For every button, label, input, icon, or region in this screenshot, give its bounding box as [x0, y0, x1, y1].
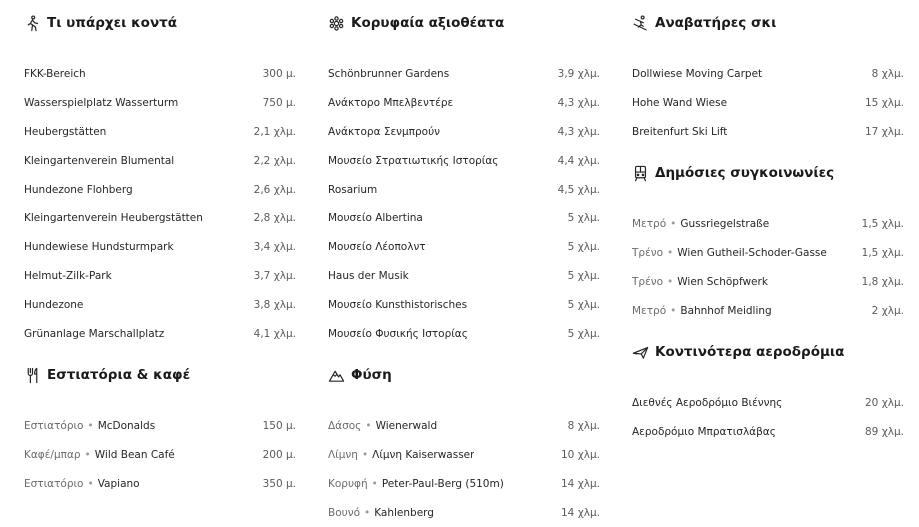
item-category: Μετρό	[632, 304, 667, 317]
list-item[interactable]	[632, 89, 904, 118]
item-distance: 8 χλμ.	[567, 420, 600, 433]
skier-icon	[632, 15, 649, 32]
item-label	[328, 328, 468, 340]
item-distance: 350 μ.	[262, 477, 296, 490]
item-distance: 2,2 χλμ.	[253, 154, 296, 167]
item-label	[328, 420, 437, 432]
item-distance: 1,8 χλμ.	[861, 275, 904, 288]
item-label	[632, 126, 727, 138]
section-title-text: Κοντινότερα αεροδρόμια	[655, 344, 845, 360]
section-airports	[632, 341, 904, 439]
item-distance: 2,1 χλμ.	[253, 125, 296, 138]
item-distance: 5 χλμ.	[567, 298, 600, 311]
list-item[interactable]	[24, 118, 296, 147]
item-label	[24, 328, 164, 340]
section-title-text: Τι υπάρχει κοντά	[47, 15, 178, 31]
list-item[interactable]	[328, 412, 600, 441]
list-item[interactable]	[24, 470, 296, 499]
section-title-attractions	[328, 12, 600, 34]
list-item[interactable]	[24, 262, 296, 291]
list-item[interactable]	[24, 319, 296, 348]
list-item[interactable]	[328, 233, 600, 262]
section-title-text: Κορυφαία αξιοθέατα	[351, 15, 505, 31]
section-title-nature	[328, 364, 600, 386]
item-distance: 5 χλμ.	[567, 327, 600, 340]
walking-person-icon	[24, 15, 41, 32]
section-title-transit	[632, 162, 904, 184]
item-label	[24, 184, 133, 196]
item-label	[632, 68, 762, 80]
list-item[interactable]	[328, 319, 600, 348]
item-label	[328, 126, 440, 138]
item-name: Ανάκτορο Μπελβεντέρε	[328, 97, 454, 110]
item-label	[24, 270, 112, 282]
item-name: Wien Schöpfwerk	[677, 275, 768, 288]
item-name: Schönbrunner Gardens	[328, 68, 450, 81]
item-distance: 300 μ.	[262, 68, 296, 81]
item-distance: 5 χλμ.	[567, 212, 600, 225]
item-distance: 5 χλμ.	[567, 241, 600, 254]
item-label	[24, 68, 86, 80]
list-item[interactable]	[632, 389, 904, 418]
item-name: FKK-Bereich	[24, 68, 86, 81]
item-label	[632, 247, 827, 259]
item-name: Wien Gutheil-Schoder-Gasse	[677, 247, 827, 260]
item-label	[24, 126, 106, 138]
list-item[interactable]	[24, 441, 296, 470]
section-restaurants	[24, 364, 296, 490]
item-label	[24, 420, 155, 432]
section-title-restaurants	[24, 364, 296, 386]
item-category: Λίμνη	[328, 449, 358, 462]
item-name: Haus der Musik	[328, 269, 409, 282]
list-item[interactable]	[328, 175, 600, 204]
section-nearby	[24, 12, 296, 340]
separator-dot: •	[667, 275, 674, 288]
list-item[interactable]	[632, 210, 904, 239]
section-title-ski	[632, 12, 904, 34]
item-distance: 5 χλμ.	[567, 269, 600, 282]
list-item[interactable]	[328, 441, 600, 470]
item-label	[328, 97, 453, 109]
nature-list	[328, 412, 600, 527]
item-label	[632, 426, 776, 438]
list-item[interactable]	[24, 89, 296, 118]
list-item[interactable]	[632, 268, 904, 297]
section-title-airports	[632, 341, 904, 363]
item-distance: 14 χλμ.	[561, 477, 600, 490]
item-label	[24, 449, 175, 461]
list-item[interactable]	[328, 118, 600, 147]
section-title-text: Αναβατήρες σκι	[655, 15, 777, 31]
item-name: Hundezone Flohberg	[24, 183, 133, 196]
item-name: Bahnhof Meidling	[680, 304, 772, 317]
item-name: Hundewiese Hundsturmpark	[24, 241, 174, 254]
item-name: Μουσείο Λέοπολντ	[328, 241, 426, 254]
list-item[interactable]	[328, 290, 600, 319]
item-label	[328, 478, 504, 490]
separator-dot: •	[670, 218, 677, 231]
section-nature	[328, 364, 600, 519]
section-title-text: Δημόσιες συγκοινωνίες	[655, 165, 835, 181]
list-item[interactable]	[328, 60, 600, 89]
item-name: Kleingartenverein Heubergstätten	[24, 212, 203, 225]
item-distance: 750 μ.	[262, 97, 296, 110]
list-item[interactable]	[632, 418, 904, 447]
item-distance: 3,9 χλμ.	[557, 68, 600, 81]
item-label	[632, 397, 782, 409]
restaurants-list	[24, 412, 296, 498]
item-name: Rosarium	[328, 183, 378, 196]
item-category: Καφέ/μπαρ	[24, 449, 81, 462]
item-name: Grünanlage Marschallplatz	[24, 327, 165, 340]
item-distance: 3,4 χλμ.	[253, 241, 296, 254]
item-label	[328, 299, 467, 311]
section-attractions	[328, 12, 600, 340]
list-item[interactable]	[632, 118, 904, 147]
list-item[interactable]	[24, 175, 296, 204]
item-name: Μουσείο Στρατιωτικής Ιστορίας	[328, 154, 499, 167]
mountain-icon	[328, 367, 345, 384]
item-label	[328, 449, 474, 461]
list-item[interactable]	[632, 239, 904, 268]
item-label	[328, 155, 498, 167]
ski-list	[632, 60, 904, 146]
list-item[interactable]	[328, 470, 600, 499]
separator-dot: •	[364, 506, 371, 519]
list-item[interactable]	[24, 60, 296, 89]
section-ski	[632, 12, 904, 138]
item-distance: 10 χλμ.	[561, 449, 600, 462]
item-distance: 2,6 χλμ.	[253, 183, 296, 196]
list-item[interactable]	[24, 146, 296, 175]
item-name: Kleingartenverein Blumental	[24, 154, 175, 167]
section-title-nearby	[24, 12, 296, 34]
item-label	[632, 276, 768, 288]
item-label	[328, 507, 434, 519]
item-distance: 1,5 χλμ.	[861, 247, 904, 260]
section-transit	[632, 162, 904, 317]
item-label	[24, 97, 178, 109]
item-distance: 1,5 χλμ.	[861, 218, 904, 231]
fork-knife-icon	[24, 367, 41, 384]
item-category: Κορυφή	[328, 477, 368, 490]
item-distance: 2 χλμ.	[871, 304, 904, 317]
item-distance: 14 χλμ.	[561, 506, 600, 519]
item-category: Μετρό	[632, 218, 667, 231]
item-name: Hohe Wand Wiese	[632, 97, 728, 110]
item-distance: 15 χλμ.	[865, 97, 904, 110]
item-name: Vapiano	[97, 477, 140, 490]
item-name: Breitenfurt Ski Lift	[632, 125, 728, 138]
item-distance: 2,8 χλμ.	[253, 212, 296, 225]
item-label	[632, 305, 772, 317]
separator-dot: •	[87, 420, 94, 433]
item-name: Heubergstätten	[24, 125, 107, 138]
item-label	[24, 212, 203, 224]
item-category: Τρένο	[632, 275, 664, 288]
list-item[interactable]	[632, 60, 904, 89]
train-icon	[632, 165, 649, 182]
list-item[interactable]	[328, 498, 600, 527]
item-name: Kahlenberg	[374, 506, 434, 519]
item-distance: 4,3 χλμ.	[557, 97, 600, 110]
attractions-list	[328, 60, 600, 348]
item-category: Βουνό	[328, 506, 360, 519]
attraction-icon	[328, 15, 345, 32]
item-name: Μουσείο Albertina	[328, 212, 423, 225]
item-distance: 200 μ.	[262, 449, 296, 462]
item-label	[24, 478, 140, 490]
list-item[interactable]	[24, 233, 296, 262]
list-item[interactable]	[24, 290, 296, 319]
item-name: Peter-Paul-Berg (510m)	[381, 477, 504, 490]
item-label	[632, 218, 769, 230]
section-title-text: Εστιατόρια & καφέ	[47, 367, 191, 383]
transit-list	[632, 210, 904, 325]
item-distance: 3,8 χλμ.	[253, 298, 296, 311]
item-name: McDonalds	[97, 420, 156, 433]
nearby-list	[24, 60, 296, 348]
separator-dot: •	[670, 304, 677, 317]
item-distance: 3,7 χλμ.	[253, 269, 296, 282]
list-item[interactable]	[328, 204, 600, 233]
item-name: Μουσείο Kunsthistorisches	[328, 298, 468, 311]
item-name: Μουσείο Φυσικής Ιστορίας	[328, 327, 468, 340]
item-label	[328, 241, 426, 253]
item-name: Dollwiese Moving Carpet	[632, 68, 763, 81]
item-name: Διεθνές Αεροδρόμιο Βιέννης	[632, 397, 783, 410]
item-label	[632, 97, 727, 109]
item-label	[24, 299, 83, 311]
item-category: Εστιατόριο	[24, 420, 84, 433]
separator-dot: •	[365, 420, 372, 433]
item-label	[24, 241, 174, 253]
item-distance: 150 μ.	[262, 420, 296, 433]
item-name: Wienerwald	[375, 420, 438, 433]
item-label	[328, 68, 449, 80]
item-name: Αεροδρόμιο Μπρατισλάβας	[632, 426, 776, 439]
separator-dot: •	[87, 477, 94, 490]
item-name: Wild Bean Café	[94, 449, 175, 462]
item-distance: 20 χλμ.	[865, 397, 904, 410]
item-category: Εστιατόριο	[24, 477, 84, 490]
item-label	[328, 270, 409, 282]
list-item[interactable]	[24, 204, 296, 233]
item-distance: 4,3 χλμ.	[557, 125, 600, 138]
separator-dot: •	[84, 449, 91, 462]
list-item[interactable]	[328, 146, 600, 175]
item-name: Gussriegelstraße	[680, 218, 770, 231]
item-name: Helmut-Zilk-Park	[24, 269, 112, 282]
item-category: Δάσος	[328, 420, 362, 433]
separator-dot: •	[667, 247, 674, 260]
item-distance: 17 χλμ.	[865, 125, 904, 138]
list-item[interactable]	[632, 296, 904, 325]
item-distance: 4,1 χλμ.	[253, 327, 296, 340]
item-name: Ανάκτορα Σενμπρούν	[328, 125, 441, 138]
airplane-icon	[632, 344, 649, 361]
list-item[interactable]	[328, 89, 600, 118]
list-item[interactable]	[24, 412, 296, 441]
separator-dot: •	[361, 449, 369, 462]
airports-list	[632, 389, 904, 447]
section-title-text: Φύση	[351, 367, 392, 383]
item-distance: 4,4 χλμ.	[557, 154, 600, 167]
item-label	[24, 155, 174, 167]
item-name: Hundezone	[24, 298, 84, 311]
item-distance: 8 χλμ.	[871, 68, 904, 81]
item-distance: 4,5 χλμ.	[557, 183, 600, 196]
list-item[interactable]	[328, 262, 600, 291]
item-label	[328, 184, 377, 196]
separator-dot: •	[371, 477, 378, 490]
item-distance: 89 χλμ.	[865, 426, 904, 439]
item-category: Τρένο	[632, 247, 664, 260]
item-name: Wasserspielplatz Wasserturm	[24, 97, 179, 110]
item-label	[328, 212, 423, 224]
item-name: Λίμνη Kaiserwasser	[372, 449, 475, 462]
